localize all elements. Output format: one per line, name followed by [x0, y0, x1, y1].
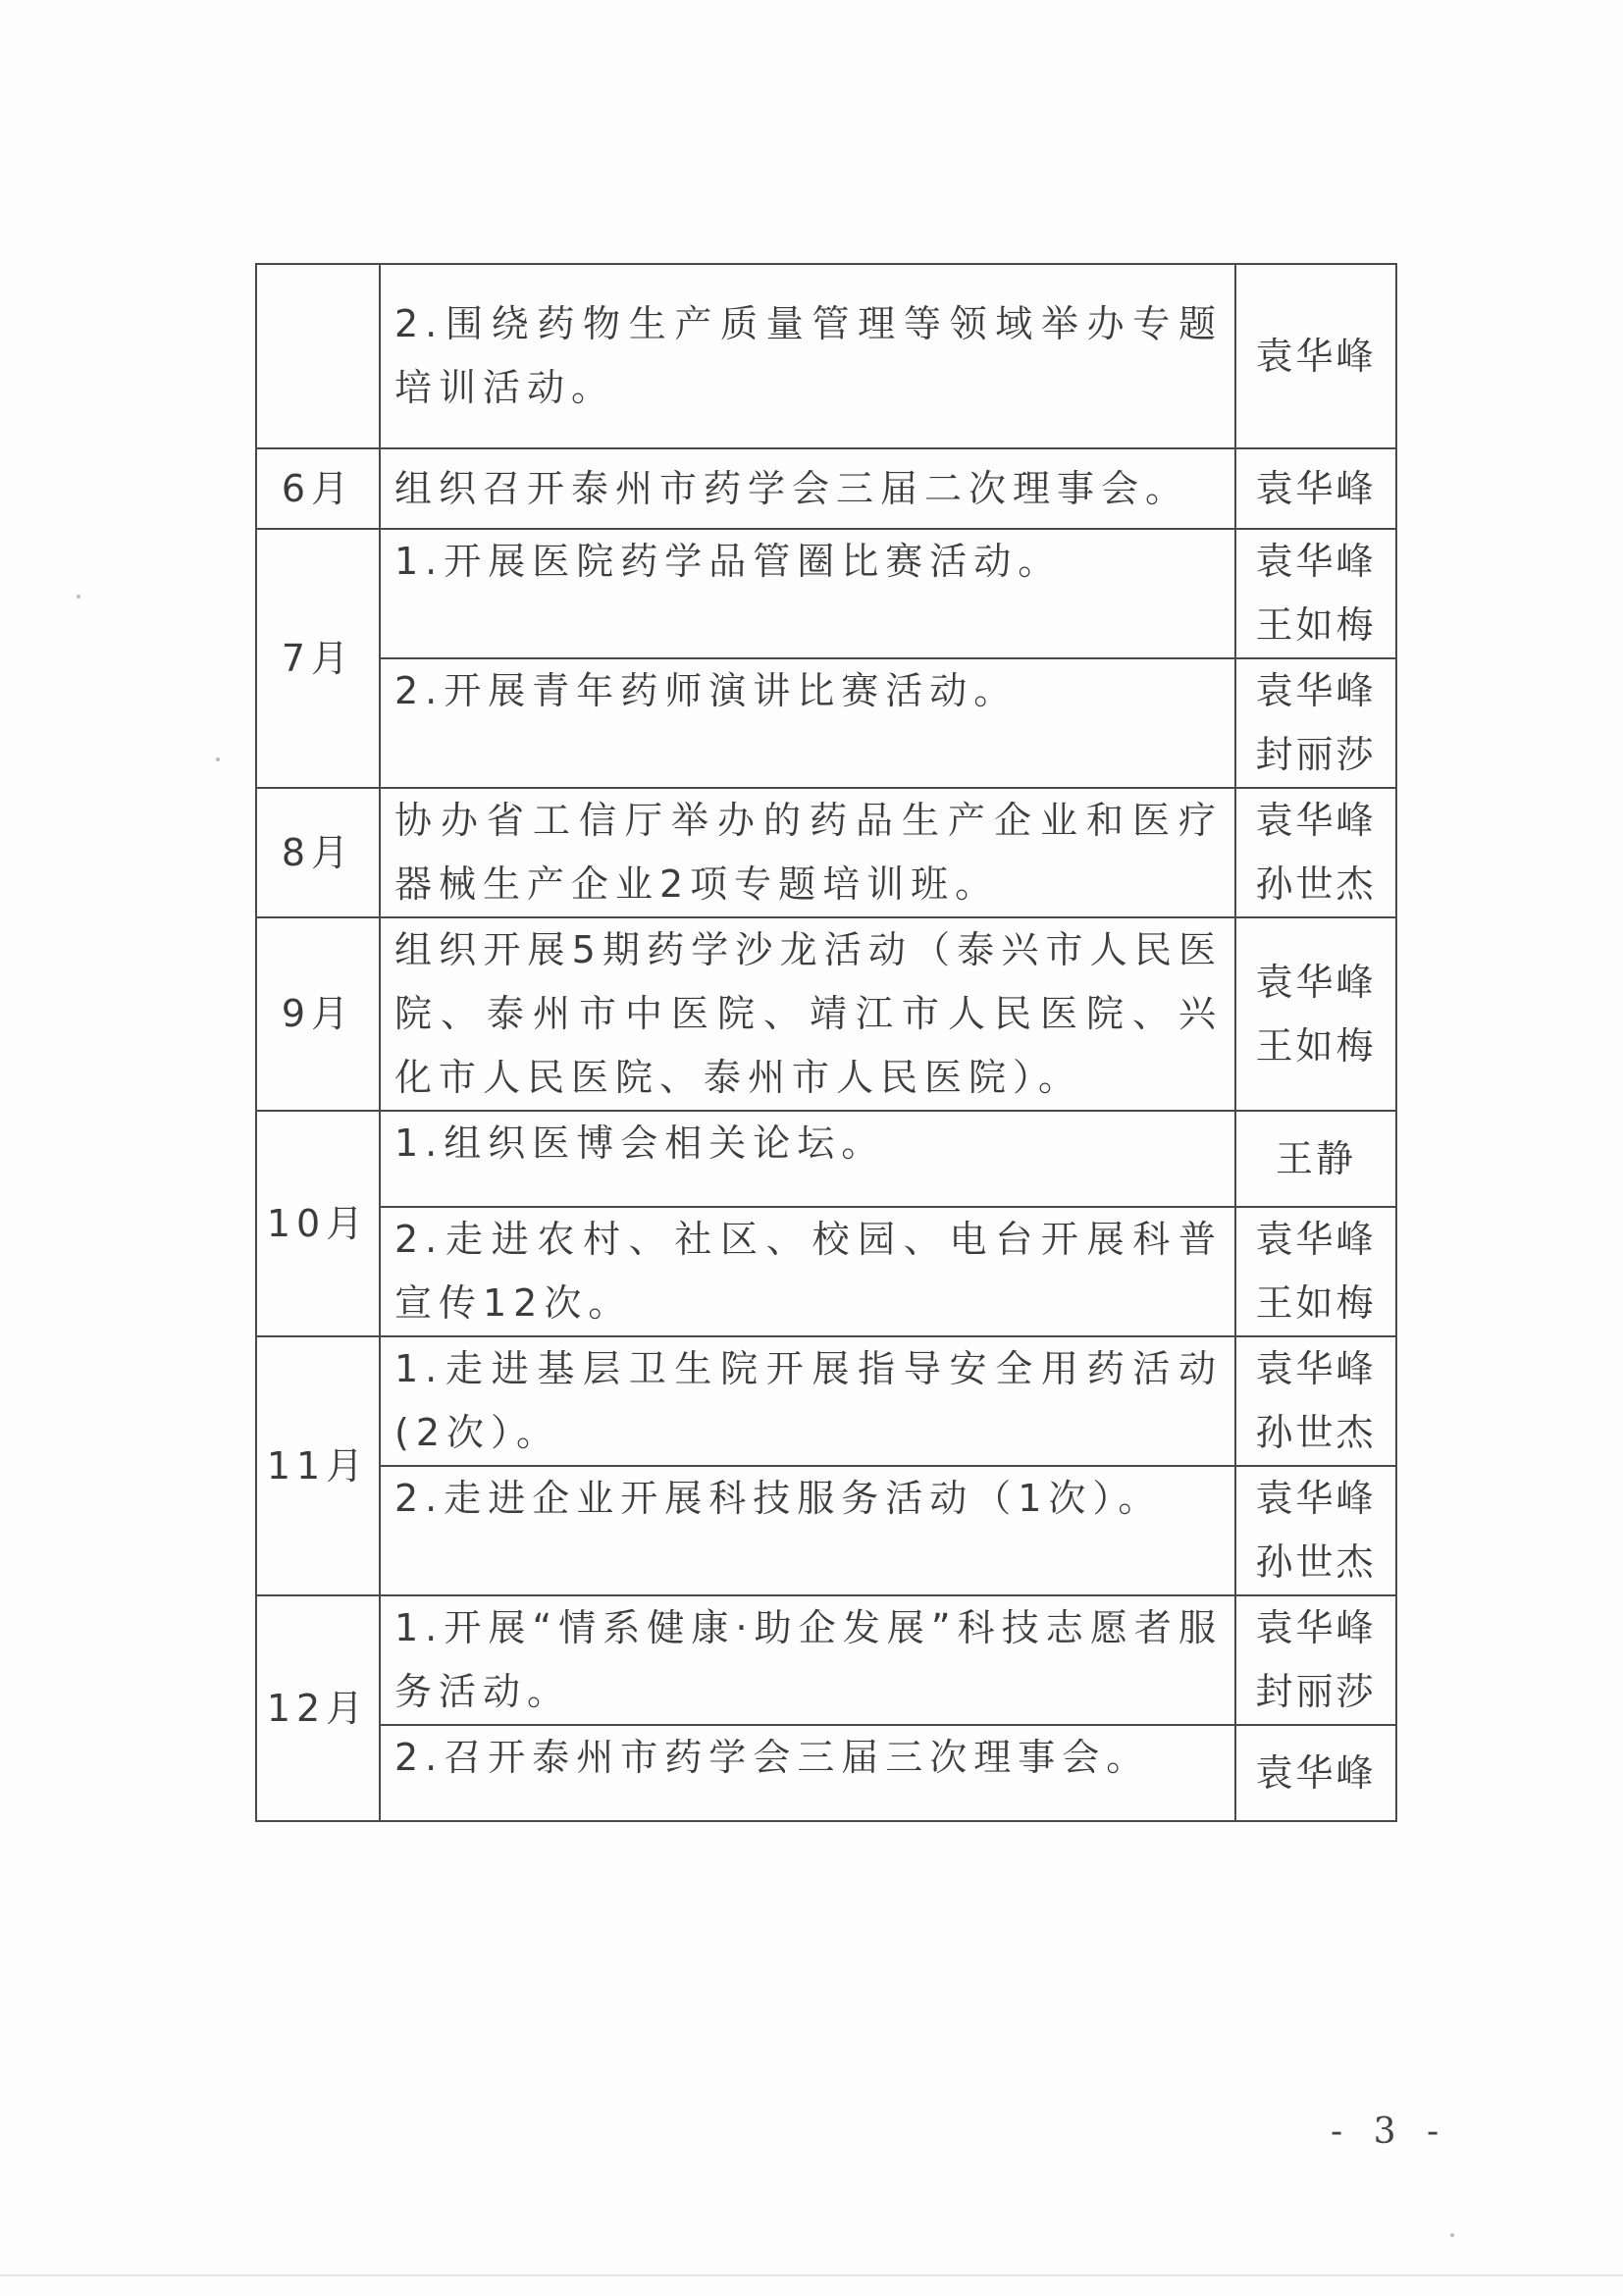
- task-cell: 2.走进企业开展科技服务活动（1次）。: [380, 1466, 1235, 1595]
- scan-speck: [1450, 2233, 1454, 2237]
- page-number: - 3 -: [1331, 2112, 1449, 2152]
- table-row: [256, 917, 1396, 1111]
- task-cell: 2.走进农村、社区、校园、电台开展科普宣传12次。: [380, 1207, 1235, 1336]
- person-cell: 王静: [1235, 1111, 1396, 1207]
- scan-speck: [77, 595, 80, 599]
- person-cell: 袁华峰 孙世杰: [1235, 1336, 1396, 1466]
- month-cell: 12月: [256, 1595, 380, 1821]
- month-cell: 8月: [256, 788, 380, 917]
- month-cell: [256, 264, 380, 448]
- table-row: [256, 1725, 1396, 1821]
- scan-speck: [216, 757, 220, 761]
- person-cell: 袁华峰: [1235, 264, 1396, 448]
- person-cell: 袁华峰 王如梅: [1235, 917, 1396, 1111]
- task-cell: 组织召开泰州市药学会三届二次理事会。: [380, 448, 1235, 529]
- person-cell: 袁华峰 王如梅: [1235, 1207, 1396, 1336]
- table-row: [256, 1336, 1396, 1466]
- month-cell: 9月: [256, 917, 380, 1111]
- person-cell: 袁华峰: [1235, 448, 1396, 529]
- month-cell: 7月: [256, 529, 380, 788]
- table-row: [256, 658, 1396, 788]
- table-row: [256, 1207, 1396, 1336]
- month-cell: 10月: [256, 1111, 380, 1336]
- person-cell: 袁华峰: [1235, 1725, 1396, 1821]
- table-row: [256, 788, 1396, 917]
- table-row: [256, 448, 1396, 529]
- task-cell: 1.开展“情系健康·助企发展”科技志愿者服务活动。: [380, 1595, 1235, 1725]
- table-row: [256, 529, 1396, 658]
- task-cell: 2.围绕药物生产质量管理等领域举办专题培训活动。: [380, 264, 1235, 448]
- table-row: [256, 264, 1396, 448]
- table-row: [256, 1595, 1396, 1725]
- scan-edge-line: [0, 2274, 1623, 2276]
- task-cell: 组织开展5期药学沙龙活动（泰兴市人民医院、泰州市中医院、靖江市人民医院、兴化市人民医院、泰州市人民医院）。: [380, 917, 1235, 1111]
- task-cell: 2.召开泰州市药学会三届三次理事会。: [380, 1725, 1235, 1821]
- task-cell: 1.开展医院药学品管圈比赛活动。: [380, 529, 1235, 658]
- table-row: [256, 1111, 1396, 1207]
- table-row: [256, 1466, 1396, 1595]
- task-cell: 1.组织医博会相关论坛。: [380, 1111, 1235, 1207]
- person-cell: 袁华峰 孙世杰: [1235, 1466, 1396, 1595]
- month-cell: 11月: [256, 1336, 380, 1595]
- person-cell: 袁华峰 封丽莎: [1235, 658, 1396, 788]
- person-cell: 袁华峰 王如梅: [1235, 529, 1396, 658]
- person-cell: 袁华峰 孙世杰: [1235, 788, 1396, 917]
- person-cell: 袁华峰 封丽莎: [1235, 1595, 1396, 1725]
- task-cell: 协办省工信厅举办的药品生产企业和医疗器械生产企业2项专题培训班。: [380, 788, 1235, 917]
- task-cell: 1.走进基层卫生院开展指导安全用药活动(2次）。: [380, 1336, 1235, 1466]
- month-cell: 6月: [256, 448, 380, 529]
- activity-plan-table: [255, 263, 1397, 1822]
- task-cell: 2.开展青年药师演讲比赛活动。: [380, 658, 1235, 788]
